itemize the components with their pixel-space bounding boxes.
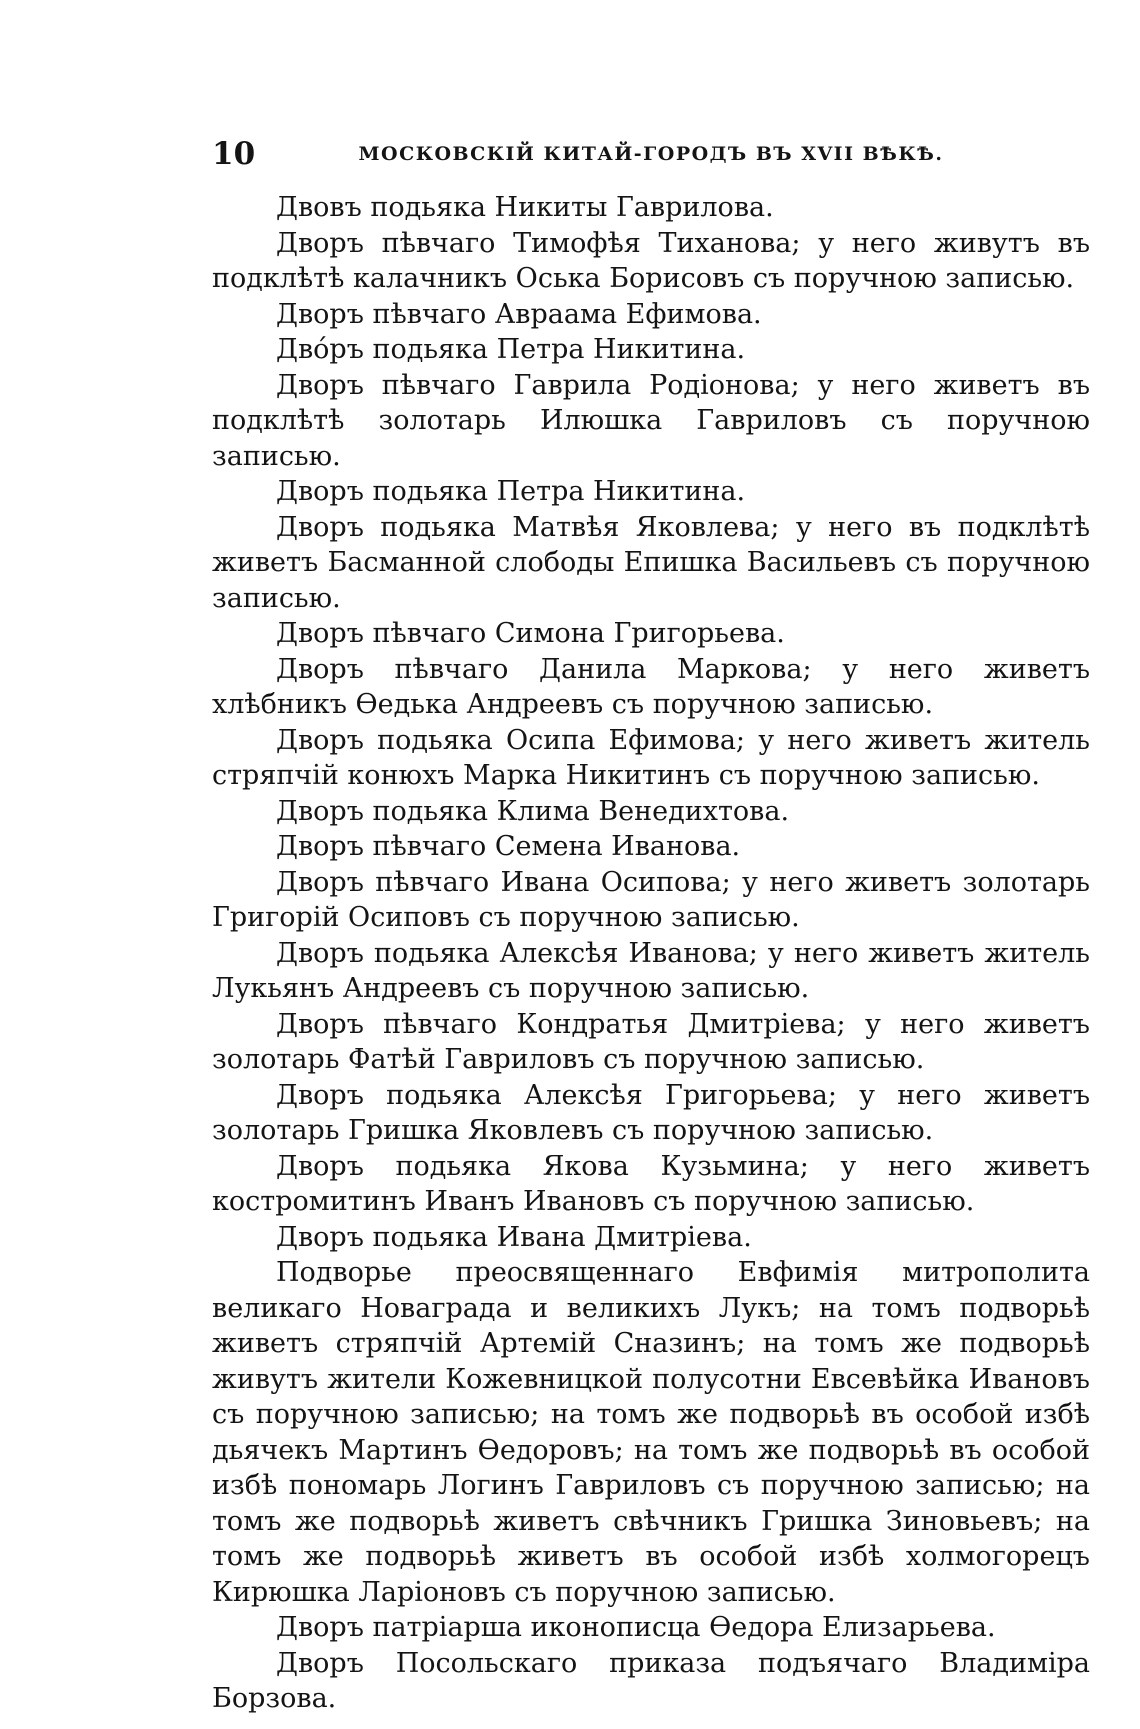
running-title: МОСКОВСКІЙ КИТАЙ-ГОРОДЪ ВЪ XVII ВѢКѢ. bbox=[358, 143, 944, 165]
entry-paragraph: Дворъ пѣвчаго Симона Григорьева. bbox=[276, 618, 785, 649]
entry-paragraph: Дворъ подьяка Алексѣя Иванова; у него живетъ житель Лукьянъ Андреевъ съ поручною записью. bbox=[212, 937, 1090, 1004]
entry-paragraph: Дворъ пѣвчаго Данила Маркова; у него живетъ хлѣбникъ Өедька Андреевъ съ поручною записью. bbox=[212, 653, 1090, 720]
entry-paragraph: Дворъ патріарша иконописца Өедора Елизарьева. bbox=[276, 1612, 996, 1643]
entry-paragraph: Дворъ подьяка Ивана Дмитріева. bbox=[276, 1221, 752, 1253]
entry-paragraph: Дворъ подьяка Клима Венедихтова. bbox=[276, 795, 790, 827]
entry-paragraph: Дворъ подьяка Матвѣя Яковлева; у него въ подклѣтѣ живетъ Басманной слободы Епишка Васильевъ съ поручною записью. bbox=[212, 511, 1090, 614]
entry-paragraph: Двóръ подьяка Петра Никитина. bbox=[276, 334, 746, 365]
entry-paragraph: Дворъ пѣвчаго Кондратья Дмитріева; у него живетъ золотарь Фатѣй Гавриловъ съ поручною записью. bbox=[212, 1008, 1090, 1075]
entry-paragraph: Дворъ пѣвчаго Гаврила Родіонова; у него живетъ въ подклѣтѣ золотарь Илюшка Гавриловъ съ поручною записью. bbox=[212, 369, 1090, 472]
entry-paragraph: Дворъ пѣвчаго Ивана Осипова; у него живетъ золотарь Григорій Осиповъ съ поручною записью. bbox=[212, 866, 1090, 933]
entry-paragraph: Дворъ пѣвчаго Семена Иванова. bbox=[276, 831, 741, 862]
entry-paragraph: Дворъ подьяка Якова Кузьмина; у него живетъ костромитинъ Иванъ Ивановъ съ поручною записью. bbox=[212, 1150, 1090, 1217]
entry-paragraph: Дворъ подьяка Алексѣя Григорьева; у него живетъ золотарь Гришка Яковлевъ съ поручною записью. bbox=[212, 1079, 1090, 1146]
page-header bbox=[212, 134, 1090, 174]
page-number: 10 bbox=[212, 136, 256, 172]
entry-paragraph: Дворъ Посольскаго приказа подъячаго Владиміра Борзова. bbox=[212, 1647, 1090, 1714]
entry-paragraph: Подворье преосвященнаго Евфимія митрополита великаго Новаграда и великихъ Лукъ; на томъ подворьѣ живетъ стряпчій Артемій Сназинъ; на томъ же подворьѣ живутъ жители Кожевницкой полусотни Евсевѣйка Ивановъ съ поручною записью; на томъ же подворьѣ въ особой избѣ дьячекъ Мартинъ Өедоровъ; на томъ же подворьѣ въ особой избѣ пономарь Логинъ Гавриловъ съ поручною записью; на томъ же подворьѣ живетъ свѣчникъ Гришка Зиновьевъ; на томъ же подворьѣ живетъ въ особой избѣ холмогорецъ Кирюшка Ларіоновъ съ поручною записью. bbox=[212, 1257, 1090, 1608]
entry-paragraph: Дворъ пѣвчаго Авраама Ефимова. bbox=[276, 298, 762, 330]
entry-paragraph: Дворъ подьяка Петра Никитина. bbox=[276, 476, 746, 507]
entry-paragraph: Двовъ подьяка Никиты Гаврилова. bbox=[276, 192, 774, 223]
body-text bbox=[212, 190, 1090, 1717]
entry-paragraph: Дворъ пѣвчаго Тимофѣя Тиханова; у него живутъ въ подклѣтѣ калачникъ Оська Борисовъ съ поручною записью. bbox=[212, 227, 1090, 294]
entry-paragraph: Дворъ подьяка Осипа Ефимова; у него живетъ житель стряпчій конюхъ Марка Никитинъ съ поручною записью. bbox=[212, 724, 1090, 791]
